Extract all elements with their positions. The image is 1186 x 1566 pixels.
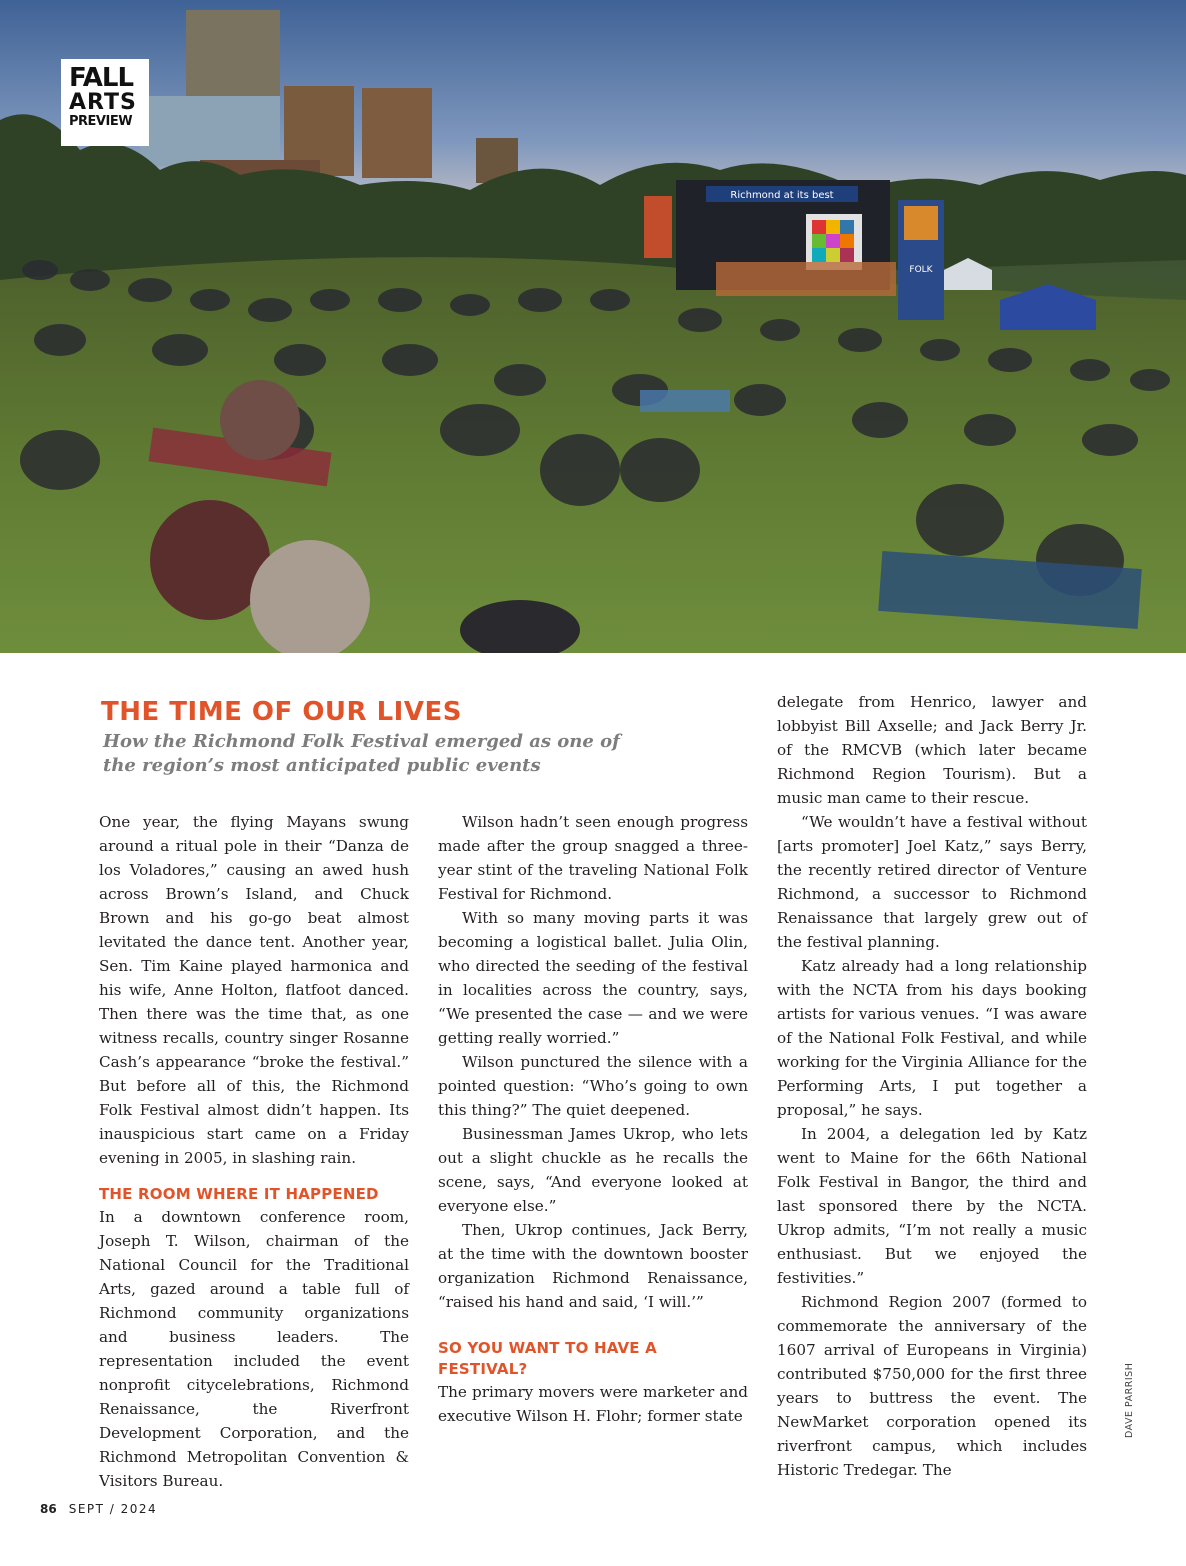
- photo-credit: DAVE PARRISH: [1124, 1362, 1135, 1438]
- body-paragraph: Wilson punctured the silence with a pointed question: “Who’s going to own this thing?” The quiet deepened.: [438, 1053, 748, 1119]
- body-paragraph: delegate from Henrico, lawyer and lobbyist Bill Axselle; and Jack Berry Jr. of the RMCVB (which later became Richmond Region Tourism). But a music man came to their rescue.: [777, 693, 1087, 807]
- fall-arts-preview-badge: FALL ARTS PREVIEW: [61, 59, 149, 146]
- article-deck: How the Richmond Folk Festival emerged as one of the region’s most anticipated public events: [103, 731, 620, 776]
- body-column-2: [438, 810, 748, 1428]
- body-paragraph: Richmond Region 2007 (formed to commemorate the anniversary of the 1607 arrival of Europeans in Virginia) contributed $750,000 for the first three years to buttress the event. The NewMarket corporation opened its riverfront campus, which includes Historic Tredegar. The: [777, 1293, 1087, 1479]
- issue-date: SEPT / 2024: [68, 1502, 158, 1516]
- body-paragraph: In 2004, a delegation led by Katz went to Maine for the 66th National Folk Festival in Bangor, the third and last sponsored there by the NCTA. Ukrop admits, “I’m not really a music enthusiast. But we enjoyed the festivities.”: [777, 1125, 1087, 1287]
- body-paragraph: Businessman James Ukrop, who lets out a slight chuckle as he recalls the scene, says, “And everyone looked at everyone else.”: [438, 1125, 748, 1215]
- body-column-1: [99, 810, 409, 1493]
- body-paragraph: In a downtown conference room, Joseph T. Wilson, chairman of the National Council for the Traditional Arts, gazed around a table full of Richmond community organizations and business leaders. The representation included the event nonprofit citycelebrations, Richmond Renaissance, the Riverfront Development Corporation, and the Richmond Metropolitan Convention & Visitors Bureau.: [99, 1208, 409, 1490]
- body-paragraph: “We wouldn’t have a festival without [arts promoter] Joel Katz,” says Berry, the recently retired director of Venture Richmond, a successor to Richmond Renaissance that largely grew out of the festival planning.: [777, 813, 1087, 951]
- article-headline: THE TIME OF OUR LIVES: [101, 697, 462, 727]
- body-column-3: [777, 690, 1087, 1482]
- body-paragraph: With so many moving parts it was becoming a logistical ballet. Julia Olin, who directed the seeding of the festival in localities across the country, says, “We presented the case — and we were getting really worried.”: [438, 909, 748, 1047]
- body-paragraph: The primary movers were marketer and executive Wilson H. Flohr; former state: [438, 1383, 748, 1425]
- page-number: 86: [40, 1502, 57, 1516]
- hero-photo: [0, 0, 1186, 653]
- svg-text:Richmond at its best: Richmond at its best: [730, 190, 834, 201]
- festival-crowd-illustration: [0, 0, 1186, 653]
- body-paragraph: Wilson hadn’t seen enough progress made after the group snagged a three-year stint of the traveling National Folk Festival for Richmond.: [438, 813, 748, 903]
- svg-text:FOLK: FOLK: [909, 265, 933, 275]
- section-subhead: SO YOU WANT TO HAVE A FESTIVAL?: [438, 1339, 657, 1378]
- body-paragraph: Katz already had a long relationship with the NCTA from his days booking artists for various venues. “I was aware of the National Folk Festival, and while working for the Virginia Alliance for the Performing Arts, I put together a proposal,” he says.: [777, 957, 1087, 1119]
- body-paragraph: Then, Ukrop continues, Jack Berry, at the time with the downtown booster organization Richmond Renaissance, “raised his hand and said, ‘I will.’”: [438, 1221, 748, 1311]
- page-folio: [40, 1502, 157, 1516]
- section-subhead: THE ROOM WHERE IT HAPPENED: [99, 1185, 379, 1203]
- body-paragraph: One year, the flying Mayans swung around a ritual pole in their “Danza de los Voladores,” causing an awed hush across Brown’s Island, and Chuck Brown and his go-go beat almost levitated the dance tent. Another year, Sen. Tim Kaine played harmonica and his wife, Anne Holton, flatfoot danced. Then there was the time that, as one witness recalls, country singer Rosanne Cash’s appearance “broke the festival.” But before all of this, the Richmond Folk Festival almost didn’t happen. Its inauspicious start came on a Friday evening in 2005, in slashing rain.: [99, 813, 409, 1167]
